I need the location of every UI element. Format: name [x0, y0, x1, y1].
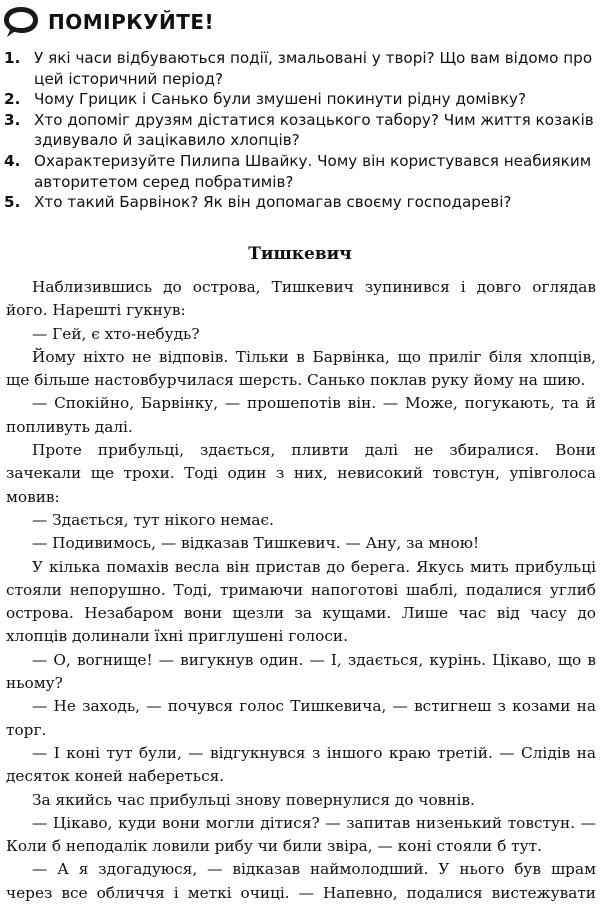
thought-bubble-icon — [2, 4, 40, 40]
header-title: ПОМІРКУЙТЕ! — [48, 10, 215, 34]
question-number: 1. — [4, 49, 21, 67]
paragraph: Наблизившись до острова, Тишкевич зупинився і довго оглядав його. Нарешті гукнув: — [6, 278, 596, 320]
question-text: У які часи відбуваються події, змальовані у творі? Що вам відомо про цей історичний період? — [34, 49, 593, 88]
question-text: Охарактеризуйте Пилипа Швайку. Чому він користувався неабияким авторитетом серед побратимів? — [34, 151, 592, 191]
paragraph: — Спокійно, Барвінку, — прошепотів він. — Може, погукають, та й попливуть далі. — [6, 394, 596, 436]
question-item — [4, 110, 596, 151]
question-number: 2. — [4, 90, 21, 109]
question-number: 4. — [4, 151, 21, 170]
question-item — [4, 192, 596, 213]
paragraph: Йому ніхто не відповів. Тільки в Барвінка, що приліг біля хлопців, ще більше настовбурчилася шерсть. Санько поклав руку йому на шию. — [6, 347, 596, 390]
question-text: Чому Грицик і Санько були змушені покинути рідну домівку? — [34, 90, 527, 109]
story-title: Тишкевич — [248, 244, 352, 264]
paragraph: Проте прибульці, здається, пливти далі не збиралися. Вони зачекали ще трохи. Тоді один з них, невисокий товстун, упівголоса мовив: — [6, 441, 596, 506]
question-number: 5. — [4, 193, 21, 212]
paragraph: — Подивимось, — відказав Тишкевич. — Ану, за мною! — [32, 534, 480, 553]
question-item — [4, 48, 596, 89]
story-text — [6, 276, 596, 905]
paragraph: — А я здогадуюся, — відказав наймолодший. У нього був шрам через все обличчя і меткі очиці. — Напевно, подалися вистежувати — [6, 860, 596, 902]
question-list — [4, 48, 596, 213]
paragraph: — Цікаво, куди вони могли дітися? — запитав низенький товстун. — Коли б неподалік ловили рибу чи били звіра, — коні стояли б тут. — [6, 813, 596, 856]
paragraph: — О, вогнище! — вигукнув один. — І, здається, курінь. Цікаво, що в ньому? — [6, 650, 596, 693]
paragraph: — Здається, тут нікого немає. — [32, 510, 274, 529]
paragraph: — І коні тут були, — відгукнувся з іншого краю третій. — Слідів на десяток коней набереться. — [6, 743, 596, 786]
question-item — [4, 151, 596, 192]
question-number: 3. — [4, 110, 21, 129]
paragraph: — Гей, є хто-небудь? — [32, 324, 200, 343]
question-item — [4, 89, 596, 110]
paragraph: За якийсь час прибульці знову повернулися до човнів. — [32, 790, 475, 809]
section-header — [2, 2, 302, 42]
question-text: Хто такий Барвінок? Як він допомагав своєму господареві? — [34, 193, 512, 212]
question-text: Хто допоміг друзям дістатися козацького табору? Чим життя козаків здивувало й зацікавило хлопців? — [34, 110, 594, 150]
paragraph: У кілька помахів весла він пристав до берега. Якусь мить прибульці стояли непорушно. Тоді, тримаючи напоготові шаблі, подалися углиб острова. Незабаром вони щезли за кущами. Лише час від часу до хлопців долинали їхні приглушені голоси. — [6, 557, 596, 646]
paragraph: — Не заходь, — почувся голос Тишкевича, — встигнеш з козами на торг. — [6, 697, 596, 739]
